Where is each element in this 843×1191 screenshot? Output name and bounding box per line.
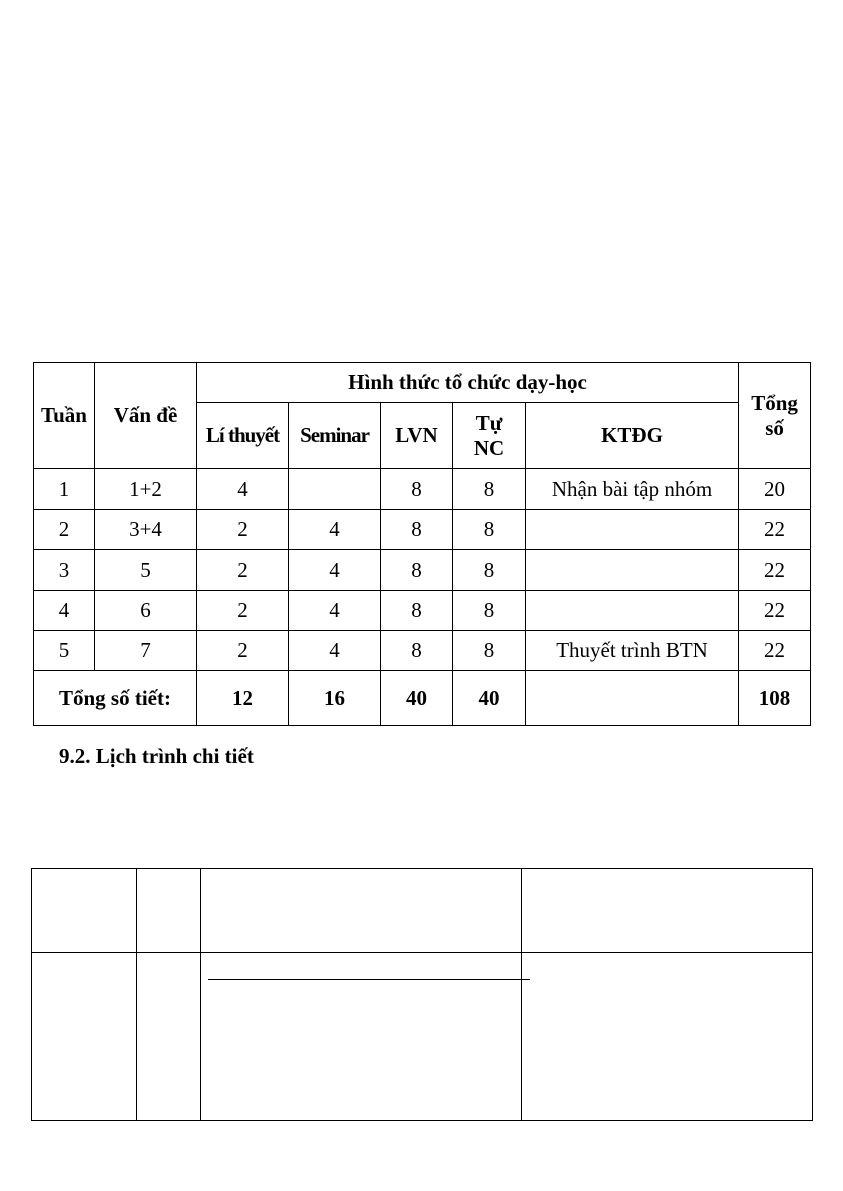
totals-grand-total: 108 xyxy=(739,671,811,726)
cell-topic: 6 xyxy=(95,591,197,631)
header-topic: Vấn đề xyxy=(95,363,197,469)
detail-column-divider xyxy=(521,868,522,1120)
totals-nc: 40 xyxy=(453,671,526,726)
table-row xyxy=(34,510,811,550)
totals-theory: 12 xyxy=(197,671,289,726)
cell-total: 20 xyxy=(739,469,811,510)
cell-seminar: 4 xyxy=(289,550,381,591)
cell-topic: 1+2 xyxy=(95,469,197,510)
detail-column-divider xyxy=(136,868,137,1120)
section-heading: 9.2. Lịch trình chi tiết xyxy=(59,744,254,768)
cell-total: 22 xyxy=(739,591,811,631)
cell-topic: 5 xyxy=(95,550,197,591)
totals-lvn: 40 xyxy=(381,671,453,726)
header-seminar: Seminar xyxy=(289,403,381,469)
totals-row xyxy=(34,671,811,726)
cell-week: 5 xyxy=(34,631,95,671)
cell-nc: 8 xyxy=(453,591,526,631)
teaching-schedule-summary-table xyxy=(33,362,811,726)
cell-theory: 2 xyxy=(197,631,289,671)
cell-nc: 8 xyxy=(453,469,526,510)
header-theory: Lí thuyết xyxy=(197,403,289,469)
cell-week: 1 xyxy=(34,469,95,510)
header-lvn: LVN xyxy=(381,403,453,469)
detail-cell-underline xyxy=(208,979,530,980)
cell-lvn: 8 xyxy=(381,469,453,510)
cell-seminar: 4 xyxy=(289,510,381,550)
detail-table-border xyxy=(31,868,813,1121)
cell-topic: 3+4 xyxy=(95,510,197,550)
cell-assessment xyxy=(526,591,739,631)
detail-column-divider xyxy=(200,868,201,1120)
header-self-study-line2: NC xyxy=(473,435,505,460)
cell-lvn: 8 xyxy=(381,550,453,591)
cell-seminar xyxy=(289,469,381,510)
cell-nc: 8 xyxy=(453,510,526,550)
table-row xyxy=(34,631,811,671)
cell-theory: 2 xyxy=(197,510,289,550)
header-row-1 xyxy=(34,363,811,403)
header-week: Tuần xyxy=(34,363,95,469)
totals-seminar: 16 xyxy=(289,671,381,726)
header-total xyxy=(739,363,811,469)
header-self-study-line1: Tự xyxy=(475,411,503,436)
cell-total: 22 xyxy=(739,550,811,591)
table-row xyxy=(34,591,811,631)
cell-week: 2 xyxy=(34,510,95,550)
cell-week: 4 xyxy=(34,591,95,631)
cell-nc: 8 xyxy=(453,631,526,671)
totals-assessment xyxy=(526,671,739,726)
cell-assessment: Nhận bài tập nhóm xyxy=(526,469,739,510)
cell-assessment: Thuyết trình BTN xyxy=(526,631,739,671)
cell-topic: 7 xyxy=(95,631,197,671)
header-assessment: KTĐG xyxy=(526,403,739,469)
header-self-study xyxy=(453,403,526,469)
cell-total: 22 xyxy=(739,631,811,671)
cell-theory: 2 xyxy=(197,550,289,591)
cell-lvn: 8 xyxy=(381,510,453,550)
cell-week: 3 xyxy=(34,550,95,591)
table-row xyxy=(34,550,811,591)
header-total-line1: Tổng xyxy=(751,391,798,416)
cell-theory: 2 xyxy=(197,591,289,631)
cell-total: 22 xyxy=(739,510,811,550)
cell-lvn: 8 xyxy=(381,591,453,631)
header-total-line2: số xyxy=(765,415,784,440)
table-row xyxy=(34,469,811,510)
cell-assessment xyxy=(526,510,739,550)
cell-nc: 8 xyxy=(453,550,526,591)
cell-theory: 4 xyxy=(197,469,289,510)
cell-assessment xyxy=(526,550,739,591)
header-teaching-forms: Hình thức tổ chức dạy-học xyxy=(197,363,739,403)
totals-label: Tổng số tiết: xyxy=(34,671,197,726)
detail-row-divider xyxy=(31,952,813,953)
cell-lvn: 8 xyxy=(381,631,453,671)
cell-seminar: 4 xyxy=(289,591,381,631)
cell-seminar: 4 xyxy=(289,631,381,671)
